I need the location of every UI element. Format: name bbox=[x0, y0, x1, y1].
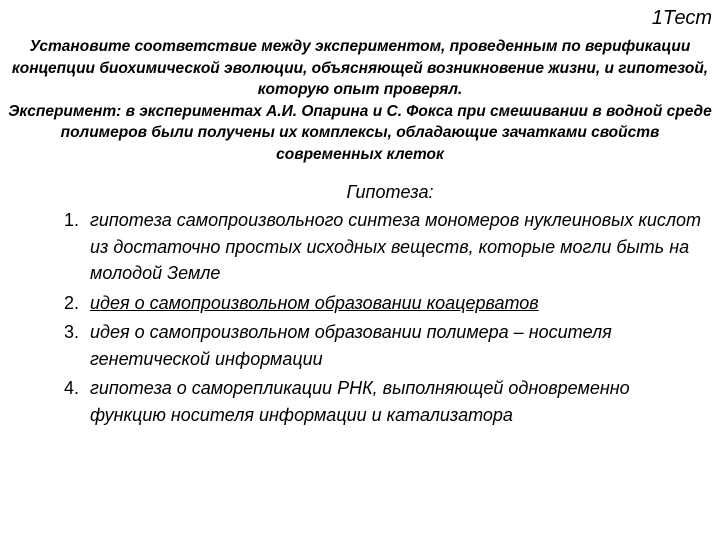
option-text: гипотеза о саморепликации РНК, выполняющей одновременно функцию носителя информации и катализатора bbox=[90, 378, 630, 425]
answer-option-2[interactable] bbox=[48, 290, 708, 317]
question-statement: Установите соответствие между экспериментом, проведенным по верификации концепции биохимической эволюции, объясняющей возникновение жизни, и гипотезой, которую опыт проверял. bbox=[11, 38, 709, 98]
answer-options bbox=[48, 207, 708, 431]
option-number: 1. bbox=[64, 210, 80, 230]
answer-option-1[interactable] bbox=[48, 207, 708, 287]
option-number: 3. bbox=[64, 322, 80, 342]
option-text: гипотеза самопроизвольного синтеза мономеров нуклеиновых кислот из достаточно простых исходных веществ, которые могли быть на молодой Земле bbox=[90, 210, 702, 283]
option-text: идея о самопроизвольном образовании полимера – носителя генетической информации bbox=[90, 322, 612, 369]
slide-number: 1Тест bbox=[651, 7, 712, 29]
experiment-statement: Эксперимент: в экспериментах А.И. Опарина и С. Фокса при смешивании в водной среде полимеров были получены их комплексы, обладающие зачатками свойств современных клеток bbox=[8, 102, 712, 163]
answer-option-4[interactable] bbox=[48, 375, 708, 428]
option-number: 2. bbox=[64, 292, 80, 313]
option-number: 4. bbox=[64, 378, 80, 398]
question-text bbox=[6, 36, 714, 165]
hypothesis-heading: Гипотеза: bbox=[346, 182, 434, 202]
answer-option-3[interactable] bbox=[48, 319, 708, 372]
option-text: идея о самопроизвольном образовании коацерватов bbox=[90, 292, 539, 313]
